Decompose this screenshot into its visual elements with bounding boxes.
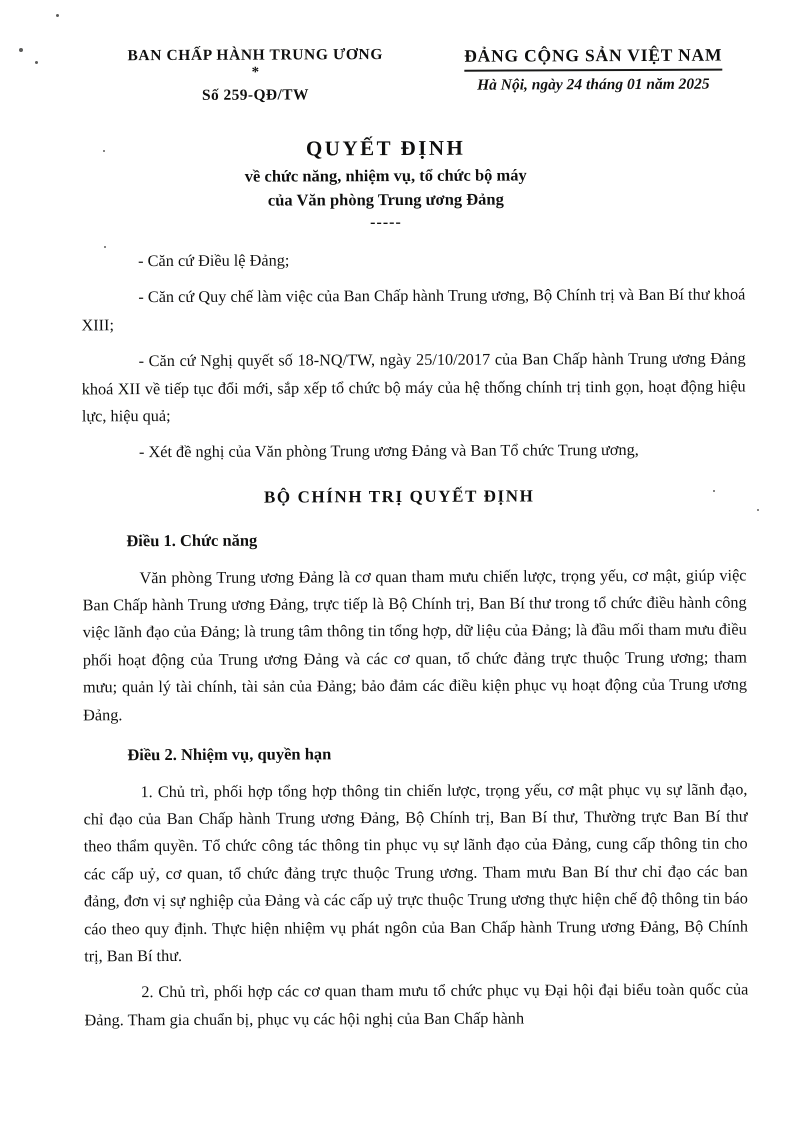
article-2-paragraph: 2. Chủ trì, phối hợp các cơ quan tham mưu tổ chức phục vụ Đại hội đại biểu toàn quốc của Đảng. Tham gia chuẩn bị, phục vụ các hội nghị của Ban Chấp hành: [84, 979, 749, 1030]
preamble-paragraph: - Căn cứ Điều lệ Đảng;: [138, 250, 290, 271]
document-title-block: [1, 134, 800, 233]
document-number: Số 259-QĐ/TW: [201, 86, 309, 104]
preamble-paragraph: - Xét đề nghị của Văn phòng Trung ương Đảng và Ban Tổ chức Trung ương,: [138, 440, 639, 462]
decision-heading: BỘ CHÍNH TRỊ QUYẾT ĐỊNH: [263, 486, 535, 507]
article-2-paragraph: 1. Chủ trì, phối hợp tổng hợp thông tin chiến lược, trọng yếu, cơ mật phục vụ sự lãnh đạo, chỉ đạo của Ban Chấp hành Trung ương Đảng, Bộ Chính trị, Ban Bí thư, Thường trực Ban Bí thư theo thẩm quyền. Tổ chức công tác thông tin phục vụ sự lãnh đạo của Đảng, cung cấp thông tin cho các cấp uỷ, cơ quan, tổ chức đảng trực thuộc Trung ương. Tham mưu Ban Bí thư chỉ đạo các ban đảng, đơn vị sự nghiệp của Đảng và các cấp uỷ trực thuộc Trung ương thực hiện chế độ thông tin báo cáo theo quy định. Thực hiện nhiệm vụ phát ngôn của Ban Chấp hành Trung ương Đảng, Bộ Chính trị, Ban Bí thư.: [83, 778, 749, 966]
header-national-motto: [438, 44, 748, 103]
title-dash-separator: -----: [370, 213, 402, 232]
header-issuing-org: [100, 46, 410, 105]
article-2-heading: Điều 2. Nhiệm vụ, quyền hạn: [127, 744, 332, 765]
place-date-line: Hà Nội, ngày 24 tháng 01 năm 2025: [477, 75, 710, 94]
document-subtitle-line1: về chức năng, nhiệm vụ, tổ chức bộ máy: [244, 165, 527, 186]
document-body: [1, 230, 800, 1034]
star-separator: *: [251, 64, 260, 81]
document-header: [0, 0, 800, 106]
preamble-paragraph: - Căn cứ Quy chế làm việc của Ban Chấp hành Trung ương, Bộ Chính trị và Ban Bí thư khoá XIII;: [81, 284, 746, 335]
issuing-org-name: BAN CHẤP HÀNH TRUNG ƯƠNG: [127, 46, 384, 65]
preamble-paragraph: - Căn cứ Nghị quyết số 18-NQ/TW, ngày 25/10/2017 của Ban Chấp hành Trung ương Đảng khoá XII về tiếp tục đổi mới, sắp xếp tổ chức bộ máy của hệ thống chính trị tinh gọn, hoạt động hiệu lực, hiệu quả;: [81, 348, 746, 426]
article-1-paragraph: Văn phòng Trung ương Đảng là cơ quan tham mưu chiến lược, trọng yếu, cơ mật, giúp việc Ban Chấp hành Trung ương Đảng, trực tiếp là Bộ Chính trị, Ban Bí thư trong tổ chức điều hành công việc lãnh đạo của Đảng; là trung tâm thông tin tổng hợp, dữ liệu của Đảng; là đầu mối tham mưu điều phối hoạt động của Trung ương Đảng và các cơ quan, tổ chức đảng trực thuộc Trung ương; tham mưu; quản lý tài chính, tài sản của Đảng; bảo đảm các điều kiện phục vụ hoạt động của Trung ương Đảng.: [82, 565, 748, 725]
document-title: QUYẾT ĐỊNH: [305, 135, 466, 161]
document-subtitle-line2: của Văn phòng Trung ương Đảng: [267, 189, 504, 210]
party-name: ĐẢNG CỘNG SẢN VIỆT NAM: [464, 45, 722, 72]
article-1-heading: Điều 1. Chức năng: [126, 530, 258, 551]
